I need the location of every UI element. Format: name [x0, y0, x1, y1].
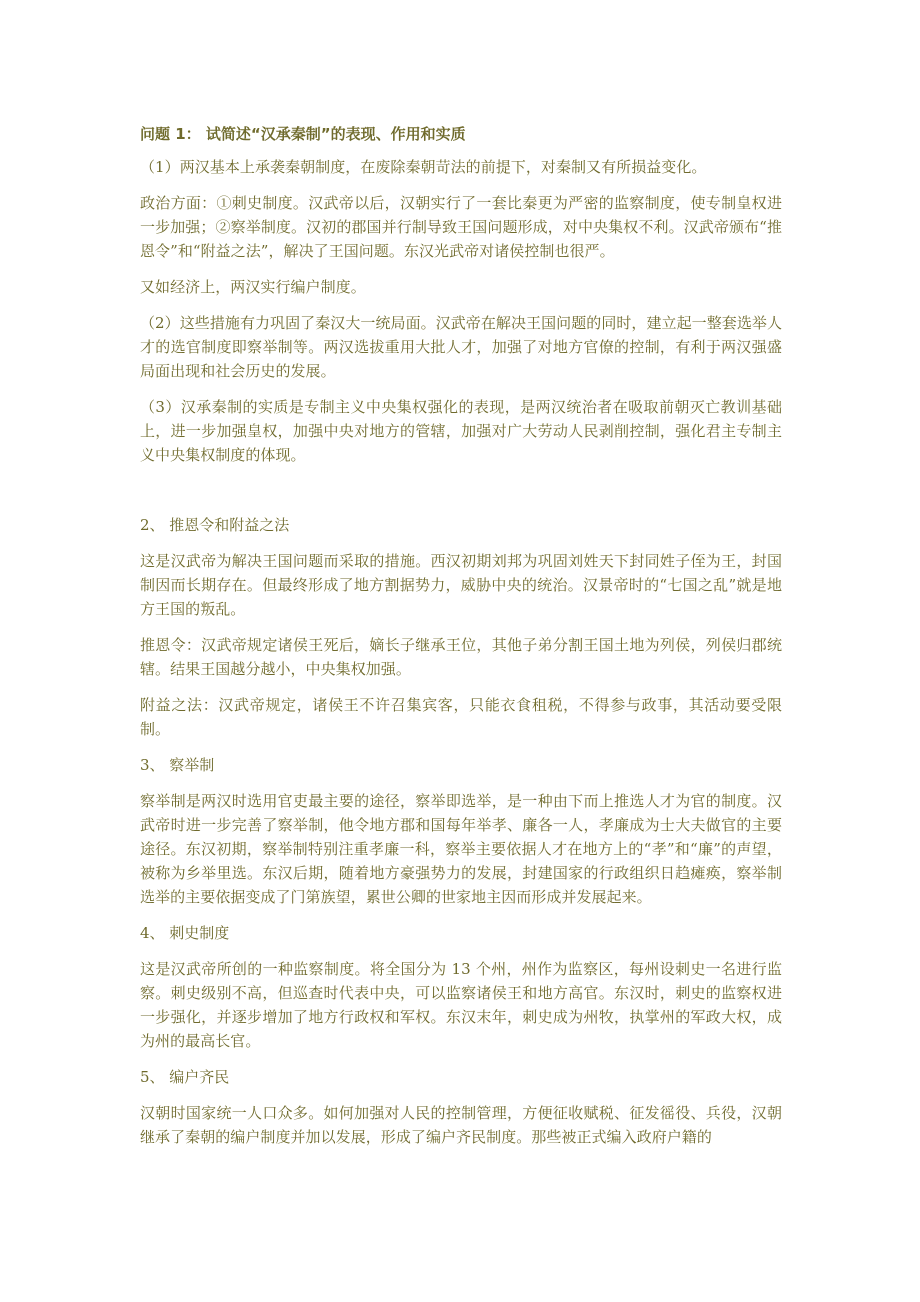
- paragraph-2-2: 推恩令：汉武帝规定诸侯王死后，嫡长子继承王位，其他子弟分割王国土地为列侯，列侯归郡统辖。结果王国越分越小，中央集权加强。: [140, 636, 782, 678]
- section-heading-5: 5、 编户齐民: [140, 1068, 230, 1086]
- paragraph-3-1: 察举制是两汉时选用官吏最主要的途径，察举即选举，是一种由下而上推选人才为官的制度。汉武帝时进一步完善了察举制，他令地方郡和国每年举孝、廉各一人，孝廉成为士大夫做官的主要途径。东汉初期，察举制特别注重孝廉一科，察举主要依据人才在地方上的“孝”和“廉”的声望，被称为乡举里选。东汉后期，随着地方豪强势力的发展，封建国家的行政组织日趋瘫痪，察举制选举的主要依据变成了门第族望，累世公卿的世家地主因而形成并发展起来。: [140, 792, 782, 906]
- paragraph-1-5: （3）汉承秦制的实质是专制主义中央集权强化的表现，是两汉统治者在吸取前朝灭亡教训基础上，进一步加强皇权，加强中央对地方的管辖，加强对广大劳动人民剥削控制，强化君主专制主义中央集权制度的体现。: [140, 398, 782, 464]
- paragraph-1-3: 又如经济上，两汉实行编户制度。: [140, 278, 366, 296]
- paragraph-4-1: 这是汉武帝所创的一种监察制度。将全国分为 13 个州，州作为监察区，每州设刺史一名进行监察。刺史级别不高，但巡查时代表中央，可以监察诸侯王和地方高官。东汉时，刺史的监察权进一步强化，并逐步增加了地方行政权和军权。东汉末年，刺史成为州牧，执掌州的军政大权，成为州的最高长官。: [140, 960, 782, 1050]
- paragraph-2-1: 这是汉武帝为解决王国问题而采取的措施。西汉初期刘邦为巩固刘姓天下封同姓子侄为王，封国制因而长期存在。但最终形成了地方割据势力，威胁中央的统治。汉景帝时的“七国之乱”就是地方王国的叛乱。: [140, 552, 782, 618]
- section-heading-4: 4、 刺史制度: [140, 924, 230, 942]
- document-body: [140, 122, 782, 1161]
- section-spacer: [140, 479, 782, 513]
- paragraph-2-3: 附益之法：汉武帝规定，诸侯王不许召集宾客，只能衣食租税，不得参与政事，其活动要受限制。: [140, 696, 782, 738]
- paragraph-1-4: （2）这些措施有力巩固了秦汉大一统局面。汉武帝在解决王国问题的同时，建立起一整套选举人才的选官制度即察举制等。两汉选拔重用大批人才，加强了对地方官僚的控制，有利于两汉强盛局面出现和社会历史的发展。: [140, 314, 782, 380]
- section-heading-3: 3、 察举制: [140, 756, 215, 774]
- section-heading-2: 2、 推恩令和附益之法: [140, 516, 290, 534]
- paragraph-1-1: （1）两汉基本上承袭秦朝制度，在废除秦朝苛法的前提下，对秦制又有所损益变化。: [140, 158, 707, 176]
- question-title: 问题 1： 试简述“汉承秦制”的表现、作用和实质: [140, 125, 466, 143]
- paragraph-1-2: 政治方面：①刺史制度。汉武帝以后，汉朝实行了一套比秦更为严密的监察制度，使专制皇权进一步加强；②察举制度。汉初的郡国并行制导致王国问题形成，对中央集权不利。汉武帝颁布“推恩令”和“附益之法”，解决了王国问题。东汉光武帝对诸侯控制也很严。: [140, 194, 782, 260]
- paragraph-5-1: 汉朝时国家统一人口众多。如何加强对人民的控制管理，方便征收赋税、征发徭役、兵役，汉朝继承了秦朝的编户制度并加以发展，形成了编户齐民制度。那些被正式编入政府户籍的: [140, 1104, 782, 1146]
